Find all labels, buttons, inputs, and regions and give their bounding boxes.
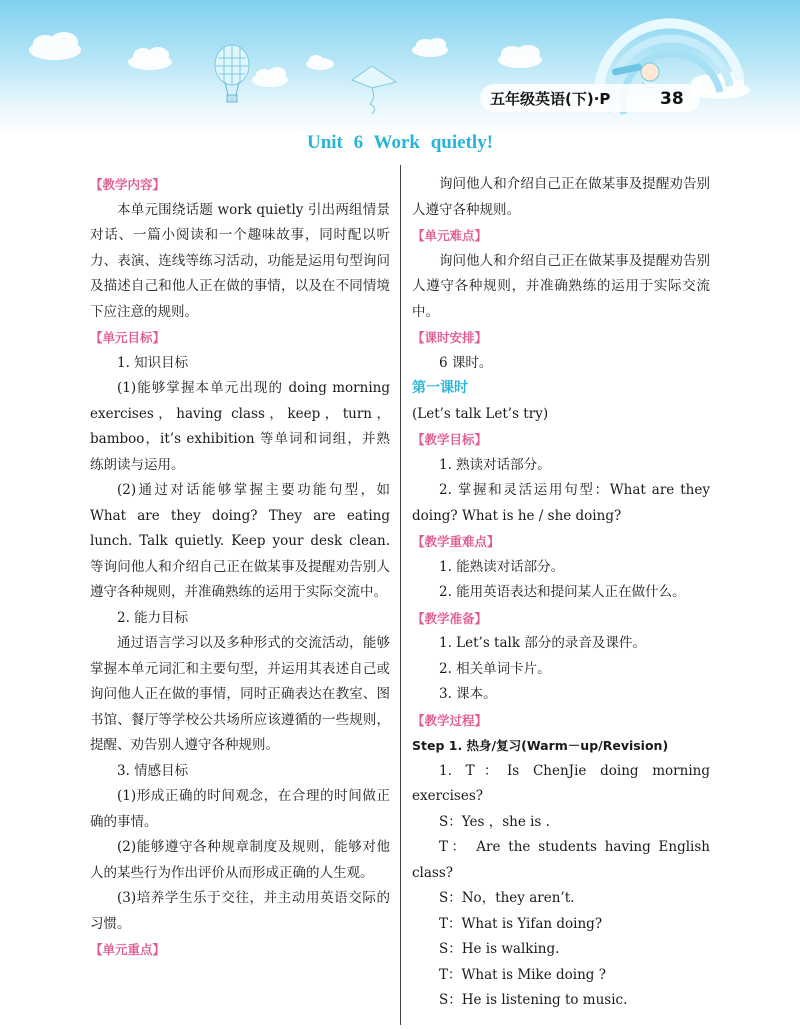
- paragraph: 2. 掌握和灵活运用句型：What are they doing? What is he / she doing?: [412, 482, 710, 524]
- column-divider: [400, 165, 401, 1025]
- dialogue-line: 1. T：Is ChenJie doing morning exercises?: [412, 762, 710, 804]
- paragraph: (2)通过对话能够掌握主要功能句型，如 What are they doing? They are eating lunch. Talk quietly. Keep your desk clean. 等询问他人和介绍自己正在做某事及提醒劝告别人遵守各种规则，并准确熟练的运用于实际交流中。: [90, 482, 390, 600]
- lesson-subheading: (Let’s talk Let’s try): [412, 405, 549, 422]
- paragraph: (3)培养学生乐于交往，并主动用英语交际的习惯。: [90, 890, 390, 932]
- left-column: [90, 172, 390, 963]
- section-heading: 【教学目标】: [412, 432, 488, 447]
- paragraph: 6 课时。: [439, 354, 493, 371]
- paragraph: 2. 相关单词卡片。: [439, 660, 551, 677]
- paragraph: 1. 能熟读对话部分。: [439, 558, 565, 575]
- dialogue-line: S：He is walking.: [439, 941, 560, 957]
- paragraph: 通过语言学习以及多种形式的交流活动，能够掌握本单元词汇和主要句型，并运用其表述自己或询问他人正在做的事情，同时正确表达在教室、图书馆、餐厅等学校公共场所应该遵循的一些规则，提醒、劝告别人遵守各种规则。: [90, 635, 390, 753]
- paragraph: 3. 情感目标: [117, 762, 189, 779]
- paragraph: (1)形成正确的时间观念，在合理的时间做正确的事情。: [90, 788, 390, 830]
- section-heading: 【教学重难点】: [412, 534, 500, 549]
- step-heading: Step 1. 热身/复习(Warm－up/Revision): [412, 738, 669, 753]
- paragraph: 1. Let’s talk 部分的录音及课件。: [439, 635, 646, 651]
- dialogue-line: S：No，they aren’t.: [439, 890, 575, 906]
- paragraph: 1. 知识目标: [117, 354, 189, 371]
- paragraph: 询问他人和介绍自己正在做某事及提醒劝告别人遵守各种规则。: [412, 176, 710, 218]
- paragraph: 询问他人和介绍自己正在做某事及提醒劝告别人遵守各种规则，并准确熟练的运用于实际交流中。: [412, 252, 710, 320]
- sky-decoration: [0, 0, 800, 135]
- dialogue-line: S：Yes ，she is .: [439, 813, 550, 830]
- right-column: [412, 172, 710, 1014]
- dialogue-line: T：What is Yifan doing?: [439, 915, 603, 932]
- section-heading: 【教学内容】: [90, 177, 166, 192]
- paragraph: (2)能够遵守各种规章制度及规则，能够对他人的某些行为作出评价从而形成正确的人生观。: [90, 839, 390, 881]
- section-heading: 【课时安排】: [412, 330, 488, 345]
- section-heading: 【教学过程】: [412, 712, 488, 728]
- section-heading: 【单元重点】: [90, 942, 166, 957]
- lesson-heading: 第一课时: [412, 380, 468, 396]
- unit-title: Unit 6 Work quietly!: [306, 132, 494, 153]
- section-heading: 【教学准备】: [412, 610, 488, 626]
- paragraph: 3. 课本。: [439, 686, 497, 702]
- paragraph: 2. 能力目标: [117, 609, 189, 626]
- kite-icon: [352, 66, 396, 114]
- page-number: 38: [660, 89, 684, 109]
- paragraph: 本单元围绕话题 work quietly 引出两组情景对话、一篇小阅读和一个趣味故事，同时配以听力、表演、连线等练习活动，功能是运用句型询问及描述自己和他人正在做的事情，以及在不同情境下应注意的规则。: [90, 201, 390, 320]
- balloon-icon: [215, 45, 249, 102]
- paragraph: (1)能够掌握本单元出现的 doing morning exercises，having class，keep，turn，bamboo，it’s exhibition 等单词和词组，并熟练朗读与运用。: [90, 380, 390, 473]
- paragraph: 2. 能用英语表达和提问某人正在做什么。: [439, 584, 686, 600]
- header-banner: [0, 0, 800, 135]
- section-heading: 【单元难点】: [412, 228, 488, 243]
- dialogue-line: S：He is listening to music.: [439, 992, 628, 1008]
- book-title: 五年级英语(下)·P: [490, 90, 611, 108]
- dialogue-line: T：What is Mike doing ?: [439, 966, 606, 983]
- book-label: [490, 86, 690, 112]
- section-heading: 【单元目标】: [90, 330, 166, 345]
- paragraph: 1. 熟读对话部分。: [439, 456, 551, 473]
- dialogue-line: T： Are the students having English class?: [412, 839, 710, 881]
